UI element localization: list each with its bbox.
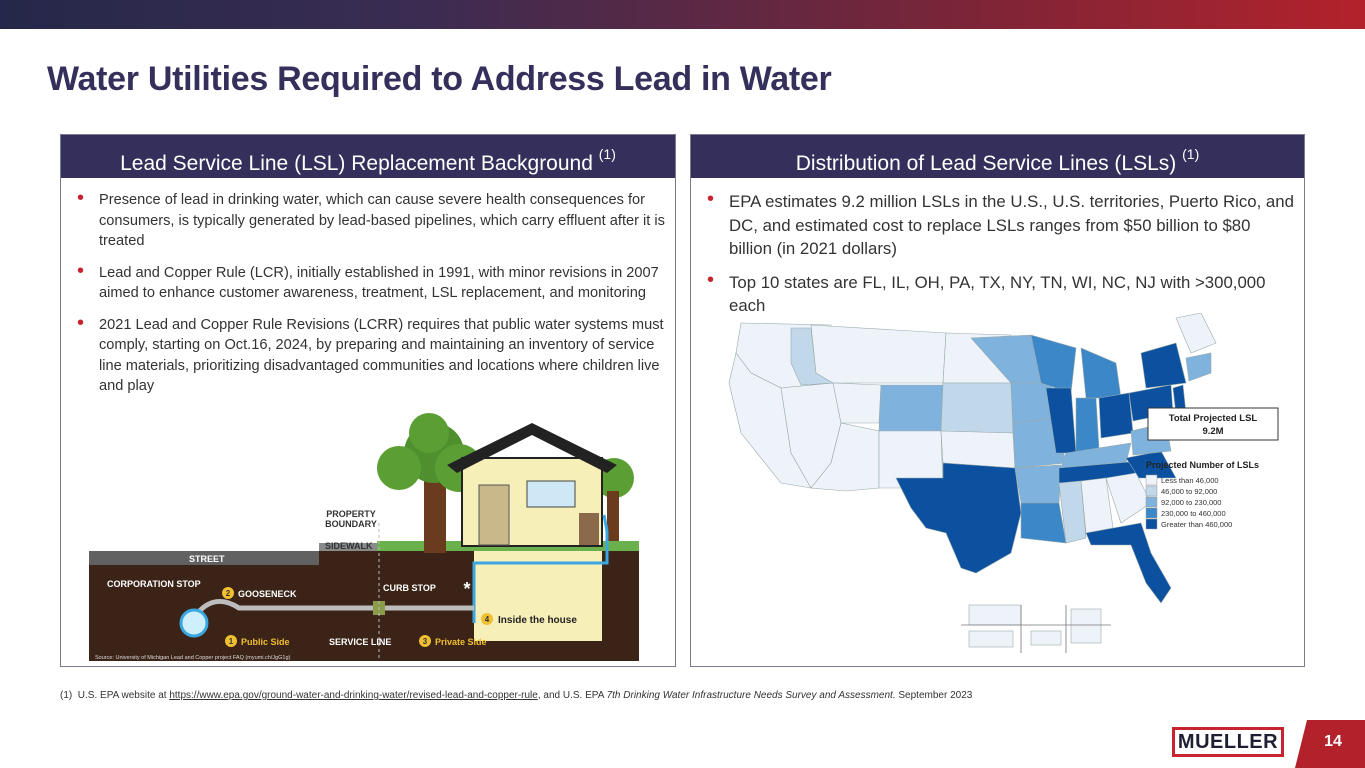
territory-inset xyxy=(1031,631,1061,645)
street-label: STREET xyxy=(189,554,225,564)
lsl-background-panel xyxy=(60,134,676,667)
total-projected-label: Total Projected LSL xyxy=(1168,413,1258,424)
footnote-suffix: September 2023 xyxy=(898,690,973,701)
map-region-colorado xyxy=(879,385,943,431)
bullet-item: • Presence of lead in drinking water, which can cause severe health consequences for consumers, is typically generated by lead-based pipelines, which carry effluent after it is treated xyxy=(77,190,667,252)
us-lsl-map xyxy=(721,313,1281,663)
map-region-ohio xyxy=(1099,393,1133,438)
legend-label: 92,000 to 230,000 xyxy=(1161,498,1222,507)
door xyxy=(479,485,509,545)
map-region-texas xyxy=(896,463,1021,573)
bullet-item: • Top 10 states are FL, IL, OH, PA, TX, NY, TN, WI, NC, NJ with >300,000 each xyxy=(707,271,1297,318)
footnote xyxy=(60,690,972,701)
sidewalk-label: SIDEWALK xyxy=(325,541,373,551)
bullet-item: • Lead and Copper Rule (LCR), initially established in 1991, with minor revisions in 2007 aimed to enhance customer awareness, treatment, LSL replacement, and monitoring xyxy=(77,263,667,304)
panel-heading xyxy=(61,135,675,178)
public-side-label: Public Side xyxy=(241,637,290,647)
footnote-middle: , and U.S. EPA xyxy=(537,690,604,701)
service-line-label: SERVICE LINE xyxy=(329,637,392,647)
property-boundary-label: BOUNDARY xyxy=(325,519,377,529)
lsl-distribution-panel xyxy=(690,134,1305,667)
legend-swatch xyxy=(1146,508,1157,518)
legend-label: Greater than 460,000 xyxy=(1161,520,1233,529)
panel-heading-text: Lead Service Line (LSL) Replacement Background xyxy=(120,152,593,175)
territory-inset xyxy=(969,631,1013,647)
service-line-illustration xyxy=(89,413,641,663)
water-main-icon xyxy=(181,610,207,636)
map-region-new-york xyxy=(1141,343,1186,388)
footnote-ref: (1) xyxy=(598,146,616,162)
map-region-louisiana xyxy=(1021,503,1066,543)
legend-label: 46,000 to 92,000 xyxy=(1161,487,1218,496)
svg-text:1: 1 xyxy=(228,637,234,646)
territory-inset xyxy=(1071,609,1101,643)
top-banner xyxy=(0,0,1365,29)
epa-link[interactable]: https://www.epa.gov/ground-water-and-drinking-water/revised-lead-and-copper-rule xyxy=(169,690,538,701)
bullet-list xyxy=(707,190,1297,328)
private-side-label: Private Side xyxy=(435,637,487,647)
legend-label: 230,000 to 460,000 xyxy=(1161,509,1226,518)
page-number: 14 xyxy=(1324,733,1342,750)
gooseneck-label: GOOSENECK xyxy=(238,589,297,599)
map-region-michigan xyxy=(1081,348,1121,398)
map-region xyxy=(941,383,1013,433)
legend-swatch xyxy=(1146,475,1157,485)
mueller-logo: MUELLER xyxy=(1172,727,1284,757)
total-projected-value: 9.2M xyxy=(1202,426,1224,437)
legend-swatch xyxy=(1146,486,1157,496)
slide-title: Water Utilities Required to Address Lead in Water xyxy=(47,60,832,98)
bullet-list xyxy=(77,190,667,408)
territory-inset xyxy=(969,605,1021,625)
footnote-marker: (1) xyxy=(60,690,73,701)
svg-text:2: 2 xyxy=(225,589,231,598)
svg-text:4: 4 xyxy=(484,615,490,624)
bullet-item: • 2021 Lead and Copper Rule Revisions (LCRR) requires that public water systems must comply, starting on Oct.16, 2024, by preparing and maintaining an inventory of service line materials, prioritizing disadvantaged communities and locations where children live and play xyxy=(77,315,667,397)
map-region-florida xyxy=(1086,523,1171,603)
footnote-ref: (1) xyxy=(1182,146,1200,162)
legend-swatch xyxy=(1146,519,1157,529)
asterisk-icon: * xyxy=(463,579,471,599)
footnote-prefix: U.S. EPA website at xyxy=(77,690,167,701)
window xyxy=(527,481,575,507)
illustration-source: Source: University of Michigan Lead and Copper project FAQ (myumi.ch/JgG1g) xyxy=(95,655,291,661)
footnote-italic: 7th Drinking Water Infrastructure Needs Survey and Assessment. xyxy=(606,690,896,701)
map-legend xyxy=(1146,475,1232,529)
legend-swatch xyxy=(1146,497,1157,507)
map-region-indiana xyxy=(1076,398,1099,453)
corporation-stop-label: CORPORATION STOP xyxy=(107,579,201,589)
svg-text:3: 3 xyxy=(422,637,428,646)
bullet-item: • EPA estimates 9.2 million LSLs in the U.S., U.S. territories, Puerto Rico, and DC, and estimated cost to replace LSLs ranges from $50 billion to $80 billion (in 2021 dollars) xyxy=(707,190,1297,261)
panel-heading-text: Distribution of Lead Service Lines (LSLs) xyxy=(795,152,1177,175)
inside-house-label: Inside the house xyxy=(498,615,577,626)
panel-heading xyxy=(691,135,1304,178)
legend-label: Less than 46,000 xyxy=(1161,476,1219,485)
legend-title: Projected Number of LSLs xyxy=(1146,460,1260,470)
property-boundary-label: PROPERTY xyxy=(326,509,376,519)
curb-stop-label: CURB STOP xyxy=(383,583,436,593)
map-region xyxy=(811,325,946,383)
